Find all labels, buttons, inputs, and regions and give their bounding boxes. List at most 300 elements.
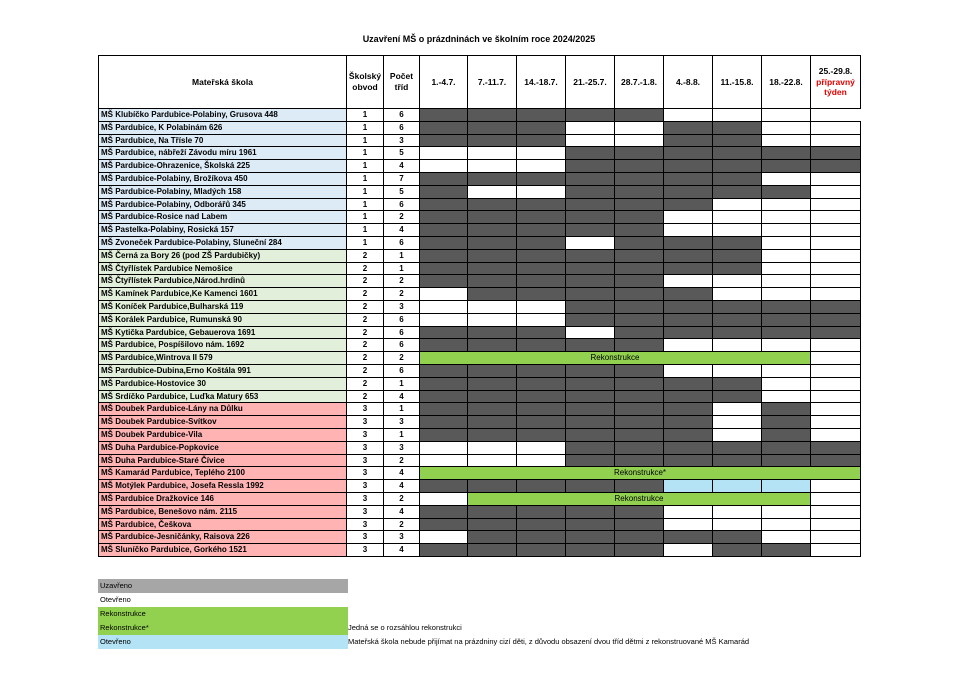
week-cell <box>762 300 811 313</box>
header-district: Školský obvod <box>347 56 384 109</box>
week-cell <box>713 160 762 173</box>
class-count: 2 <box>384 492 420 505</box>
week-cell <box>713 313 762 326</box>
class-count: 2 <box>384 454 420 467</box>
week-cell <box>566 377 615 390</box>
week-cell <box>420 364 468 377</box>
week-cell <box>468 428 517 441</box>
week-cell <box>664 288 713 301</box>
week-cell <box>517 377 566 390</box>
week-cell <box>762 198 811 211</box>
week-cell <box>811 224 861 237</box>
district-number: 3 <box>347 403 384 416</box>
school-name: MŠ Zvoneček Pardubice-Polabiny, Sluneční 284 <box>99 236 347 249</box>
week-cell <box>468 480 517 493</box>
school-name: MŠ Korálek Pardubice, Rumunská 90 <box>99 313 347 326</box>
week-cell <box>811 313 861 326</box>
district-number: 1 <box>347 198 384 211</box>
table-row <box>99 326 861 339</box>
week-cell <box>566 109 615 122</box>
school-name: MŠ Pardubice, Pospíšilovo nám. 1692 <box>99 339 347 352</box>
week-cell <box>420 262 468 275</box>
school-name: MŠ Koníček Pardubice,Bulharská 119 <box>99 300 347 313</box>
header-week: 14.-18.7. <box>517 56 566 109</box>
week-cell <box>664 364 713 377</box>
week-cell <box>566 480 615 493</box>
week-cell <box>615 377 664 390</box>
week-cell <box>468 339 517 352</box>
week-cell <box>762 326 811 339</box>
week-cell <box>468 377 517 390</box>
week-cell <box>468 518 517 531</box>
week-cell <box>664 454 713 467</box>
school-name: MŠ Pardubice,Wintrova II 579 <box>99 352 347 365</box>
table-row <box>99 172 861 185</box>
header-week: 1.-4.7. <box>420 56 468 109</box>
district-number: 1 <box>347 147 384 160</box>
legend-item <box>98 621 462 635</box>
last-week-note: přípravný týden <box>816 76 855 98</box>
school-name: MŠ Kytička Pardubice, Gebauerova 1691 <box>99 326 347 339</box>
class-count: 5 <box>384 185 420 198</box>
week-cell <box>811 211 861 224</box>
week-cell <box>517 288 566 301</box>
week-cell <box>517 211 566 224</box>
week-cell <box>664 121 713 134</box>
week-cell <box>664 224 713 237</box>
week-cell <box>615 300 664 313</box>
district-number: 2 <box>347 300 384 313</box>
week-cell <box>420 109 468 122</box>
week-cell <box>468 109 517 122</box>
week-cell <box>615 198 664 211</box>
week-cell <box>811 364 861 377</box>
week-cell <box>566 518 615 531</box>
week-cell <box>517 249 566 262</box>
table-row <box>99 480 861 493</box>
week-cell <box>468 275 517 288</box>
class-count: 2 <box>384 288 420 301</box>
week-cell <box>664 211 713 224</box>
week-cell <box>811 185 861 198</box>
week-cell <box>566 326 615 339</box>
school-name: MŠ Kamarád Pardubice, Teplého 2100 <box>99 467 347 480</box>
week-cell <box>420 288 468 301</box>
week-cell <box>713 339 762 352</box>
week-cell <box>762 403 811 416</box>
week-cell <box>762 505 811 518</box>
district-number: 1 <box>347 109 384 122</box>
class-count: 4 <box>384 224 420 237</box>
week-cell <box>713 326 762 339</box>
week-cell <box>762 364 811 377</box>
week-cell <box>713 531 762 544</box>
week-cell <box>762 109 811 122</box>
week-cell <box>713 403 762 416</box>
school-name: MŠ Pastelka-Polabiny, Rosická 157 <box>99 224 347 237</box>
week-cell <box>517 428 566 441</box>
week-cell <box>517 300 566 313</box>
week-cell <box>811 492 861 505</box>
week-cell <box>615 147 664 160</box>
week-cell <box>713 300 762 313</box>
week-cell <box>468 454 517 467</box>
week-cell <box>762 339 811 352</box>
week-cell <box>664 275 713 288</box>
week-cell <box>517 339 566 352</box>
week-cell <box>664 262 713 275</box>
table-row <box>99 492 861 505</box>
week-cell <box>615 211 664 224</box>
week-cell <box>762 428 811 441</box>
week-cell <box>468 326 517 339</box>
week-cell <box>811 339 861 352</box>
week-cell <box>566 300 615 313</box>
class-count: 3 <box>384 441 420 454</box>
class-count: 1 <box>384 262 420 275</box>
closure-table <box>98 55 861 557</box>
week-cell <box>664 480 713 493</box>
week-cell <box>664 185 713 198</box>
week-cell <box>615 531 664 544</box>
class-count: 6 <box>384 198 420 211</box>
district-number: 3 <box>347 544 384 557</box>
week-cell <box>420 249 468 262</box>
week-cell <box>762 211 811 224</box>
legend-note: Jedná se o rozsáhlou rekonstrukci <box>348 623 462 632</box>
class-count: 1 <box>384 249 420 262</box>
week-cell <box>664 313 713 326</box>
week-cell <box>664 544 713 557</box>
class-count: 2 <box>384 518 420 531</box>
table-row <box>99 467 861 480</box>
school-name: MŠ Klubíčko Pardubice-Polabiny, Grusova 448 <box>99 109 347 122</box>
district-number: 2 <box>347 326 384 339</box>
week-cell <box>811 147 861 160</box>
week-cell <box>566 147 615 160</box>
school-name: MŠ Pardubice, Benešovo nám. 2115 <box>99 505 347 518</box>
legend-label: Rekonstrukce* <box>100 623 149 632</box>
class-count: 4 <box>384 480 420 493</box>
week-cell <box>468 531 517 544</box>
week-cell <box>811 249 861 262</box>
week-cell <box>517 454 566 467</box>
page-title: Uzavření MŠ o prázdninách ve školním roce 2024/2025 <box>362 34 596 44</box>
week-cell <box>420 275 468 288</box>
table-row <box>99 352 861 365</box>
district-number: 3 <box>347 531 384 544</box>
week-cell <box>713 288 762 301</box>
week-cell <box>615 134 664 147</box>
week-cell <box>566 249 615 262</box>
school-name: MŠ Doubek Pardubice-Vila <box>99 428 347 441</box>
week-cell <box>517 160 566 173</box>
header-week: 11.-15.8. <box>713 56 762 109</box>
district-number: 2 <box>347 313 384 326</box>
week-cell <box>517 134 566 147</box>
week-cell <box>468 390 517 403</box>
week-cell <box>566 364 615 377</box>
last-week-dates: 25.-29.8. <box>818 66 853 77</box>
week-cell <box>420 147 468 160</box>
week-cell <box>664 505 713 518</box>
week-cell <box>664 441 713 454</box>
class-count: 1 <box>384 428 420 441</box>
class-count: 4 <box>384 390 420 403</box>
week-cell <box>713 454 762 467</box>
table-row <box>99 160 861 173</box>
class-count: 7 <box>384 172 420 185</box>
week-cell <box>468 505 517 518</box>
week-cell <box>713 377 762 390</box>
week-cell <box>615 262 664 275</box>
week-cell <box>811 377 861 390</box>
class-count: 6 <box>384 121 420 134</box>
week-cell <box>420 326 468 339</box>
week-cell <box>615 339 664 352</box>
table-row <box>99 364 861 377</box>
week-cell <box>664 198 713 211</box>
district-number: 3 <box>347 467 384 480</box>
district-number: 1 <box>347 172 384 185</box>
table-row <box>99 275 861 288</box>
class-count: 6 <box>384 364 420 377</box>
week-cell <box>713 185 762 198</box>
week-cell <box>713 441 762 454</box>
school-name: MŠ Duha Pardubice-Staré Čívice <box>99 454 347 467</box>
table-row <box>99 403 861 416</box>
week-cell <box>762 518 811 531</box>
week-cell <box>762 249 811 262</box>
week-cell <box>468 185 517 198</box>
week-cell <box>468 262 517 275</box>
class-count: 1 <box>384 403 420 416</box>
week-cell <box>664 109 713 122</box>
legend-label: Otevřeno <box>100 595 131 604</box>
school-name: MŠ Čtyřlístek Pardubice,Národ.hrdinů <box>99 275 347 288</box>
week-cell <box>468 441 517 454</box>
week-cell <box>420 198 468 211</box>
week-cell <box>762 288 811 301</box>
school-name: MŠ Pardubice-Dubina,Erno Koštála 991 <box>99 364 347 377</box>
week-cell <box>420 531 468 544</box>
week-cell <box>811 531 861 544</box>
week-cell <box>420 172 468 185</box>
week-cell <box>811 198 861 211</box>
week-cell <box>615 441 664 454</box>
week-cell <box>762 224 811 237</box>
legend <box>98 579 750 649</box>
week-cell <box>517 480 566 493</box>
week-cell <box>762 147 811 160</box>
week-cell <box>713 172 762 185</box>
week-cell <box>420 160 468 173</box>
header-last-week <box>811 56 861 109</box>
week-cell <box>420 492 468 505</box>
week-cell <box>811 403 861 416</box>
table-row <box>99 544 861 557</box>
week-cell <box>517 505 566 518</box>
week-cell <box>420 224 468 237</box>
week-cell <box>664 147 713 160</box>
week-cell <box>615 121 664 134</box>
week-cell <box>713 480 762 493</box>
district-number: 3 <box>347 416 384 429</box>
week-cell <box>615 109 664 122</box>
header-week: 21.-25.7. <box>566 56 615 109</box>
week-cell <box>468 416 517 429</box>
header-week: 18.-22.8. <box>762 56 811 109</box>
week-cell <box>566 416 615 429</box>
week-cell <box>762 377 811 390</box>
week-cell <box>811 505 861 518</box>
week-cell <box>468 147 517 160</box>
week-cell <box>566 185 615 198</box>
class-count: 3 <box>384 134 420 147</box>
legend-label: Uzavřeno <box>100 581 133 590</box>
class-count: 2 <box>384 352 420 365</box>
week-cell <box>713 416 762 429</box>
week-cell <box>468 134 517 147</box>
district-number: 3 <box>347 441 384 454</box>
week-cell <box>615 518 664 531</box>
school-name: MŠ Motýlek Pardubice, Josefa Ressla 1992 <box>99 480 347 493</box>
week-cell <box>420 454 468 467</box>
district-number: 2 <box>347 352 384 365</box>
district-number: 2 <box>347 249 384 262</box>
week-cell <box>615 185 664 198</box>
week-cell <box>420 428 468 441</box>
week-cell <box>762 185 811 198</box>
week-cell <box>664 172 713 185</box>
table-row <box>99 134 861 147</box>
header-row <box>99 56 861 109</box>
table-row <box>99 441 861 454</box>
week-cell <box>420 390 468 403</box>
class-count: 6 <box>384 313 420 326</box>
header-week: 7.-11.7. <box>468 56 517 109</box>
district-number: 1 <box>347 134 384 147</box>
week-cell <box>811 352 861 365</box>
week-cell <box>420 518 468 531</box>
class-count: 3 <box>384 531 420 544</box>
school-name: MŠ Pardubice-Polabiny, Brožíkova 450 <box>99 172 347 185</box>
table-row <box>99 109 861 122</box>
school-name: MŠ Čtyřlístek Pardubice Nemošice <box>99 262 347 275</box>
week-cell <box>566 211 615 224</box>
class-count: 6 <box>384 109 420 122</box>
week-cell <box>468 544 517 557</box>
week-cell <box>566 160 615 173</box>
district-number: 2 <box>347 262 384 275</box>
week-cell <box>811 416 861 429</box>
table-row <box>99 262 861 275</box>
week-cell <box>713 364 762 377</box>
week-cell <box>420 121 468 134</box>
week-cell <box>713 428 762 441</box>
table-row <box>99 198 861 211</box>
week-cell <box>468 198 517 211</box>
week-cell <box>664 518 713 531</box>
district-number: 3 <box>347 518 384 531</box>
school-name: MŠ Černá za Bory 26 (pod ZŠ Pardubičky) <box>99 249 347 262</box>
week-cell <box>420 403 468 416</box>
week-cell <box>811 300 861 313</box>
week-cell <box>664 326 713 339</box>
table-row <box>99 288 861 301</box>
school-name: MŠ Pardubice, Na Třísle 70 <box>99 134 347 147</box>
week-cell <box>420 211 468 224</box>
week-cell <box>566 454 615 467</box>
week-cell <box>811 326 861 339</box>
week-cell <box>713 390 762 403</box>
week-cell <box>468 121 517 134</box>
week-cell <box>762 390 811 403</box>
week-cell <box>517 109 566 122</box>
week-cell <box>615 454 664 467</box>
week-cell <box>713 121 762 134</box>
district-number: 2 <box>347 364 384 377</box>
week-cell <box>762 416 811 429</box>
week-cell <box>713 518 762 531</box>
district-number: 1 <box>347 211 384 224</box>
header-school: Mateřská škola <box>99 56 347 109</box>
week-cell <box>811 480 861 493</box>
week-cell <box>468 160 517 173</box>
week-cell <box>517 224 566 237</box>
table-row <box>99 313 861 326</box>
week-cell <box>762 172 811 185</box>
week-cell <box>517 147 566 160</box>
week-cell <box>517 416 566 429</box>
district-number: 2 <box>347 275 384 288</box>
week-cell <box>615 224 664 237</box>
week-cell <box>566 544 615 557</box>
week-cell <box>566 121 615 134</box>
week-cell <box>811 275 861 288</box>
school-name: MŠ Sluníčko Pardubice, Gorkého 1521 <box>99 544 347 557</box>
district-number: 2 <box>347 390 384 403</box>
week-cell <box>517 403 566 416</box>
week-cell <box>468 288 517 301</box>
week-cell <box>615 275 664 288</box>
header-classes: Počet tříd <box>384 56 420 109</box>
week-cell <box>420 313 468 326</box>
week-cell <box>664 416 713 429</box>
week-cell <box>615 160 664 173</box>
week-cell <box>664 377 713 390</box>
school-name: MŠ Pardubice, nábřeží Závodu míru 1961 <box>99 147 347 160</box>
week-cell <box>517 275 566 288</box>
school-name: MŠ Pardubice-Polabiny, Mladých 158 <box>99 185 347 198</box>
table-row <box>99 249 861 262</box>
week-cell <box>566 262 615 275</box>
week-cell <box>468 211 517 224</box>
week-cell <box>468 224 517 237</box>
week-cell <box>615 480 664 493</box>
week-cell <box>420 236 468 249</box>
legend-note: Mateřská škola nebude přijímat na prázdniny cizí děti, z důvodu obsazení dvou tříd dětmi z rekonstruované MŠ Kamarád <box>348 637 750 646</box>
district-number: 3 <box>347 492 384 505</box>
week-cell <box>664 339 713 352</box>
week-cell <box>566 390 615 403</box>
week-cell <box>468 236 517 249</box>
district-number: 3 <box>347 428 384 441</box>
week-cell <box>762 480 811 493</box>
week-cell <box>615 416 664 429</box>
week-cell <box>762 531 811 544</box>
week-cell <box>713 544 762 557</box>
